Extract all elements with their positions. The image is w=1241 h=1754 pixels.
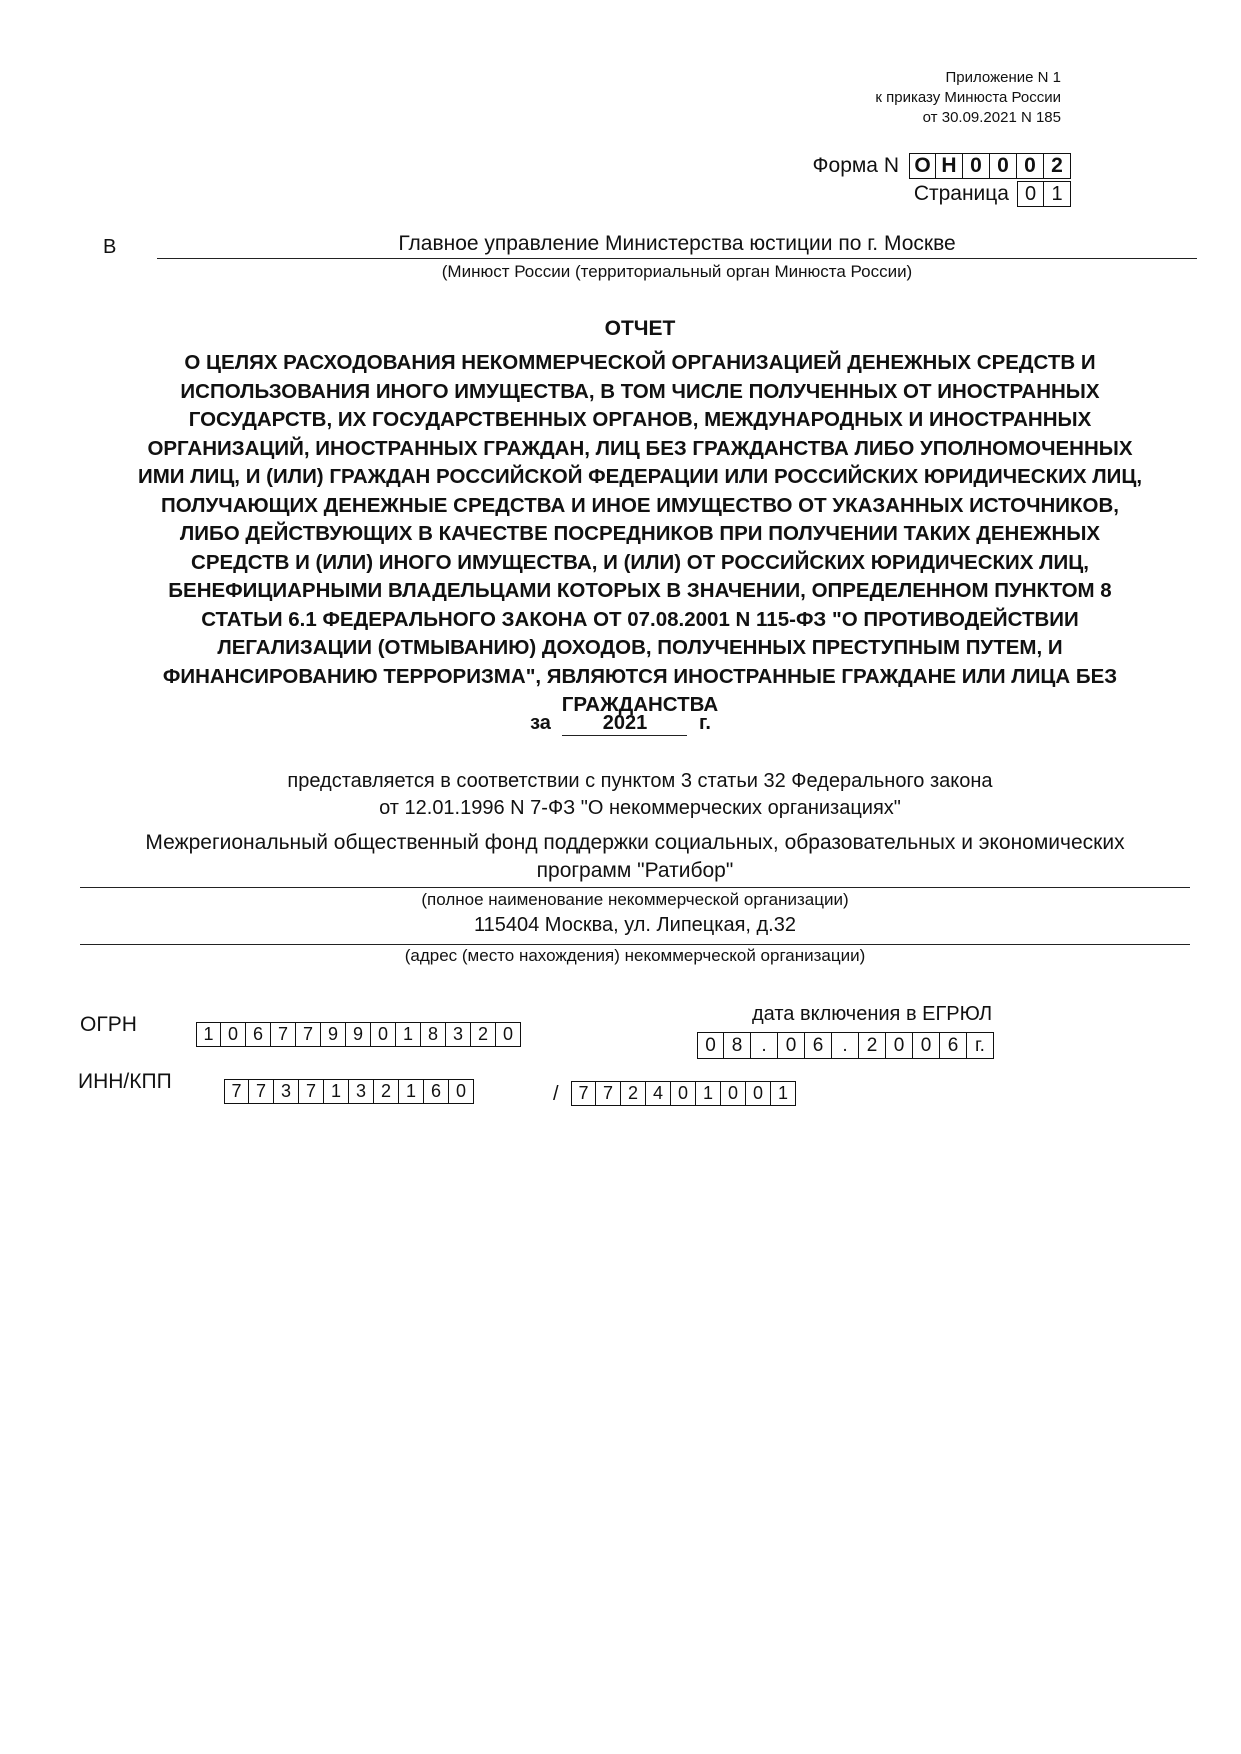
organization-name-line: программ "Ратибор" xyxy=(536,859,734,882)
char-cell: 0 xyxy=(371,1022,396,1047)
ogrn-label: ОГРН xyxy=(80,1013,137,1036)
char-cell: 1 xyxy=(324,1079,349,1104)
char-cell: 7 xyxy=(296,1022,321,1047)
title-line: ГОСУДАРСТВ, ИХ ГОСУДАРСТВЕННЫХ ОРГАНОВ, МЕЖДУНАРОДНЫХ И ИНОСТРАННЫХ xyxy=(188,408,1092,431)
form-code-cells xyxy=(909,153,1071,179)
char-cell: 2 xyxy=(1044,153,1071,179)
organization-name-caption: (полное наименование некоммерческой организации) xyxy=(421,890,849,909)
char-cell: 0 xyxy=(449,1079,474,1104)
char-cell: Н xyxy=(936,153,963,179)
form-number-label: Форма N xyxy=(812,154,899,177)
char-cell: г. xyxy=(967,1032,994,1059)
char-cell: 0 xyxy=(778,1032,805,1059)
char-cell: 6 xyxy=(424,1079,449,1104)
report-title xyxy=(90,317,1190,720)
char-cell: 8 xyxy=(421,1022,446,1047)
inn-kpp-label: ИНН/КПП xyxy=(78,1070,172,1093)
char-cell: 8 xyxy=(724,1032,751,1059)
title-line: ИМИ ЛИЦ, И (ИЛИ) ГРАЖДАН РОССИЙСКОЙ ФЕДЕРАЦИИ ИЛИ РОССИЙСКИХ ЮРИДИЧЕСКИХ ЛИЦ, xyxy=(137,465,1143,488)
char-cell: 0 xyxy=(496,1022,521,1047)
char-cell: 1 xyxy=(771,1081,796,1106)
char-cell: 1 xyxy=(399,1079,424,1104)
appendix-reference xyxy=(875,68,1061,128)
report-year xyxy=(0,712,1241,736)
char-cell: 7 xyxy=(596,1081,621,1106)
organization-name xyxy=(80,829,1190,885)
year-prefix: за xyxy=(530,712,551,734)
title-line: ОРГАНИЗАЦИЙ, ИНОСТРАННЫХ ГРАЖДАН, ЛИЦ БЕЗ ГРАЖДАНСТВА ЛИБО УПОЛНОМОЧЕННЫХ xyxy=(147,436,1133,460)
char-cell: 6 xyxy=(805,1032,832,1059)
report-title-body xyxy=(90,349,1190,720)
char-cell: 7 xyxy=(224,1079,249,1104)
year-value: 2021 xyxy=(562,712,687,736)
page-number-cells xyxy=(1017,181,1071,207)
kpp-cells xyxy=(571,1081,796,1106)
char-cell: 0 xyxy=(671,1081,696,1106)
appendix-line: от 30.09.2021 N 185 xyxy=(922,109,1061,126)
title-line: БЕНЕФИЦИАРНЫМИ ВЛАДЕЛЬЦАМИ КОТОРЫХ В ЗНАЧЕНИИ, ОПРЕДЕЛЕННОМ ПУНКТОМ 8 xyxy=(168,579,1112,602)
char-cell: 4 xyxy=(646,1081,671,1106)
char-cell: 0 xyxy=(697,1032,724,1059)
char-cell: 1 xyxy=(396,1022,421,1047)
recipient-prefix: В xyxy=(103,236,117,258)
page-number xyxy=(914,181,1071,207)
title-line: О ЦЕЛЯХ РАСХОДОВАНИЯ НЕКОММЕРЧЕСКОЙ ОРГАНИЗАЦИЕЙ ДЕНЕЖНЫХ СРЕДСТВ И xyxy=(184,351,1096,374)
char-cell: 7 xyxy=(299,1079,324,1104)
egrul-date-label: дата включения в ЕГРЮЛ xyxy=(752,1003,993,1025)
char-cell: . xyxy=(751,1032,778,1059)
title-line: СТАТЬИ 6.1 ФЕДЕРАЛЬНОГО ЗАКОНА ОТ 07.08.2001 N 115-ФЗ "О ПРОТИВОДЕЙСТВИИ xyxy=(201,607,1079,631)
char-cell: 2 xyxy=(859,1032,886,1059)
title-line: ПОЛУЧАЮЩИХ ДЕНЕЖНЫЕ СРЕДСТВА И ИНОЕ ИМУЩЕСТВО ОТ УКАЗАННЫХ ИСТОЧНИКОВ, xyxy=(160,493,1119,517)
char-cell: 2 xyxy=(471,1022,496,1047)
char-cell: 1 xyxy=(696,1081,721,1106)
legal-basis-line: представляется в соответствии с пунктом 3 статьи 32 Федерального закона xyxy=(287,770,993,792)
char-cell: 0 xyxy=(746,1081,771,1106)
char-cell: . xyxy=(832,1032,859,1059)
char-cell: 3 xyxy=(349,1079,374,1104)
organization-address: 115404 Москва, ул. Липецкая, д.32 xyxy=(474,914,796,936)
char-cell: 9 xyxy=(346,1022,371,1047)
divider xyxy=(80,944,1190,945)
char-cell: 0 xyxy=(1017,181,1044,207)
recipient-name: Главное управление Министерства юстиции по г. Москве xyxy=(157,232,1197,259)
title-line: ГРАЖДАНСТВА xyxy=(561,693,719,716)
title-line: ФИНАНСИРОВАНИЮ ТЕРРОРИЗМА", ЯВЛЯЮТСЯ ИНОСТРАННЫЕ ГРАЖДАНЕ ИЛИ ЛИЦА БЕЗ xyxy=(162,664,1118,688)
form-number xyxy=(813,153,1071,179)
char-cell: 0 xyxy=(913,1032,940,1059)
legal-basis xyxy=(140,768,1140,822)
organization-name-line: Межрегиональный общественный фонд поддержки социальных, образовательных и экономических xyxy=(145,831,1125,854)
char-cell: 7 xyxy=(271,1022,296,1047)
char-cell: 0 xyxy=(1017,153,1044,179)
char-cell: 3 xyxy=(274,1079,299,1104)
year-suffix: г. xyxy=(699,712,711,734)
char-cell: О xyxy=(909,153,936,179)
title-line: ЛИБО ДЕЙСТВУЮЩИХ В КАЧЕСТВЕ ПОСРЕДНИКОВ ПРИ ПОЛУЧЕНИИ ТАКИХ ДЕНЕЖНЫХ xyxy=(179,522,1101,545)
title-line: СРЕДСТВ И (ИЛИ) ИНОГО ИМУЩЕСТВА, И (ИЛИ) ОТ РОССИЙСКИХ ЮРИДИЧЕСКИХ ЛИЦ, xyxy=(191,550,1089,574)
char-cell: 6 xyxy=(940,1032,967,1059)
char-cell: 6 xyxy=(246,1022,271,1047)
inn-kpp-separator: / xyxy=(553,1083,559,1105)
appendix-line: Приложение N 1 xyxy=(945,69,1061,86)
inn-cells xyxy=(224,1079,474,1104)
divider xyxy=(80,887,1190,888)
report-title-main: ОТЧЕТ xyxy=(604,317,676,340)
char-cell: 0 xyxy=(886,1032,913,1059)
char-cell: 0 xyxy=(221,1022,246,1047)
title-line: ИСПОЛЬЗОВАНИЯ ИНОГО ИМУЩЕСТВА, В ТОМ ЧИСЛЕ ПОЛУЧЕННЫХ ОТ ИНОСТРАННЫХ xyxy=(180,379,1100,403)
char-cell: 0 xyxy=(990,153,1017,179)
page-number-label: Страница xyxy=(913,182,1009,205)
appendix-line: к приказу Минюста России xyxy=(875,89,1061,106)
char-cell: 2 xyxy=(374,1079,399,1104)
organization-address-caption: (адрес (место нахождения) некоммерческой организации) xyxy=(404,946,866,965)
char-cell: 7 xyxy=(571,1081,596,1106)
title-line: ЛЕГАЛИЗАЦИИ (ОТМЫВАНИЮ) ДОХОДОВ, ПОЛУЧЕННЫХ ПРЕСТУПНЫМ ПУТЕМ, И xyxy=(217,636,1063,659)
legal-basis-line: от 12.01.1996 N 7-ФЗ "О некоммерческих организациях" xyxy=(379,797,901,819)
char-cell: 9 xyxy=(321,1022,346,1047)
char-cell: 7 xyxy=(249,1079,274,1104)
char-cell: 3 xyxy=(446,1022,471,1047)
char-cell: 0 xyxy=(721,1081,746,1106)
char-cell: 0 xyxy=(963,153,990,179)
char-cell: 1 xyxy=(196,1022,221,1047)
recipient-caption: (Минюст России (территориальный орган Минюста России) xyxy=(441,262,913,281)
char-cell: 1 xyxy=(1044,181,1071,207)
egrul-date-cells xyxy=(697,1032,994,1059)
ogrn-cells xyxy=(196,1022,521,1047)
char-cell: 2 xyxy=(621,1081,646,1106)
